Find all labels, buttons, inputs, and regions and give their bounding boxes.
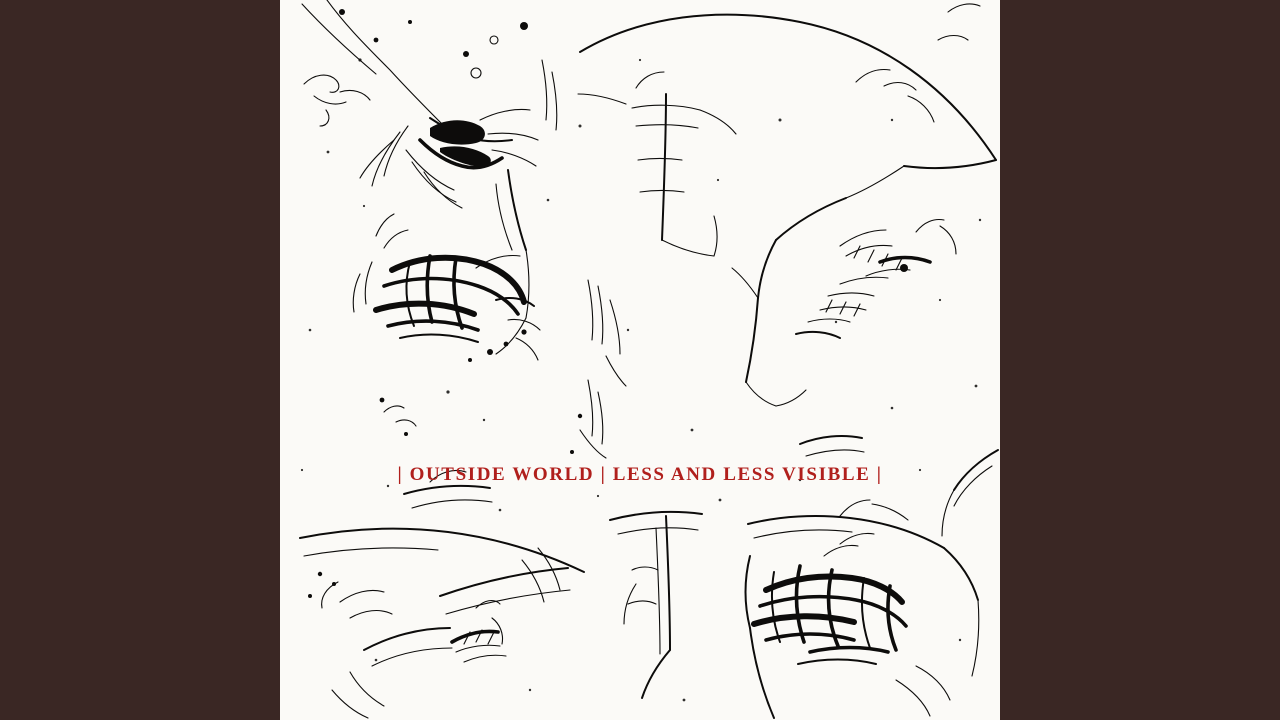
album-artwork bbox=[280, 0, 1000, 720]
overlay-title-text: | OUTSIDE WORLD | LESS AND LESS VISIBLE | bbox=[397, 464, 883, 485]
letterbox-left bbox=[0, 0, 280, 720]
ink-drawing-svg bbox=[280, 0, 1000, 720]
letterbox-right bbox=[1000, 0, 1280, 720]
